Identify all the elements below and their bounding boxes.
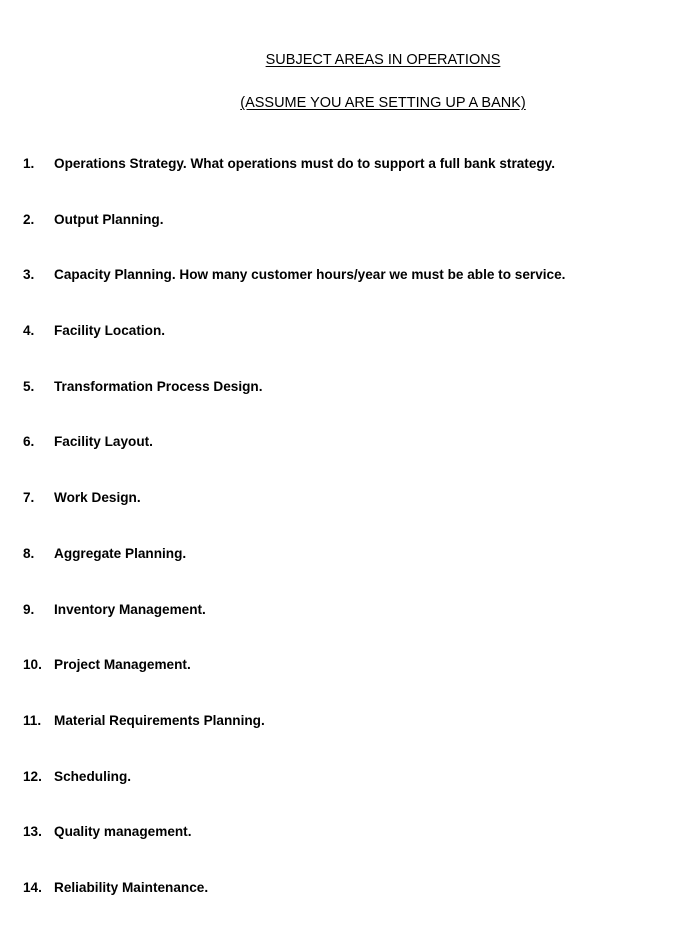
document-title: SUBJECT AREAS IN OPERATIONS [265,52,501,68]
list-item [23,713,565,769]
item-number: 2. [23,211,35,227]
item-text: Aggregate Planning. [54,545,187,561]
list-item [23,824,565,880]
list-item [23,490,565,546]
list-item [23,267,565,323]
item-text: Scheduling. [54,768,132,784]
list-item [23,880,565,936]
item-number: 4. [23,323,35,339]
list-item [23,602,565,658]
item-text: Facility Layout. [54,434,153,450]
list-item [23,323,565,379]
item-text: Operations Strategy. What operations must do to support a full bank strategy. [54,156,556,171]
item-text: Inventory Management. [54,601,206,617]
item-text: Material Requirements Planning. [54,712,265,728]
item-text: Reliability Maintenance. [54,879,209,895]
item-text: Project Management. [54,657,191,673]
item-number: 1. [23,156,35,171]
list-item [23,156,565,212]
item-text: Facility Location. [54,323,166,339]
item-number: 8. [23,545,35,561]
item-text: Capacity Planning. How many customer hours/year we must be able to service. [54,267,566,283]
item-number: 12. [23,768,42,784]
list-item [23,212,565,268]
list-item [23,546,565,602]
item-number: 11. [23,712,42,728]
document-subtitle: (ASSUME YOU ARE SETTING UP A BANK) [240,95,526,111]
item-text: Transformation Process Design. [54,378,263,394]
list-item [23,657,565,713]
subject-list [23,156,565,936]
item-number: 6. [23,434,35,450]
item-number: 3. [23,267,35,283]
item-number: 14. [23,879,42,895]
item-number: 10. [23,657,42,673]
item-number: 9. [23,601,35,617]
item-text: Work Design. [54,490,141,506]
list-item [23,379,565,435]
item-number: 7. [23,490,35,506]
item-text: Output Planning. [54,211,164,227]
item-number: 13. [23,824,42,840]
list-item [23,769,565,825]
list-item [23,434,565,490]
item-number: 5. [23,378,35,394]
item-text: Quality management. [54,824,192,840]
